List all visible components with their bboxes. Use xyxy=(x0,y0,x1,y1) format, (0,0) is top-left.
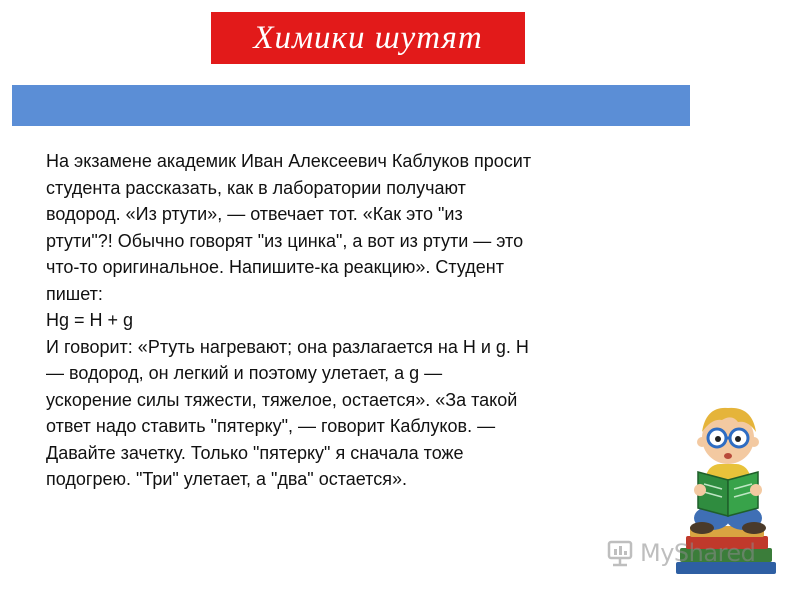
joke-line: пишет: xyxy=(46,283,103,304)
myshared-watermark xyxy=(606,538,755,568)
joke-line: ответ надо ставить "пятерку", — говорит Каблуков. — xyxy=(46,416,496,436)
joke-line: что-то оригинальное. Напишите-ка реакцию». Студент xyxy=(46,257,504,277)
myshared-logo-icon xyxy=(606,538,636,568)
header-bar xyxy=(12,85,690,126)
watermark-text: MyShared xyxy=(640,539,756,567)
joke-formula: Hg = H + g xyxy=(46,310,134,330)
joke-text xyxy=(46,148,606,493)
title-banner xyxy=(211,12,525,64)
joke-line: — водород, он легкий и поэтому улетает, а g — xyxy=(46,363,443,383)
joke-line: И говорит: «Ртуть нагревают; она разлагается на H и g. H xyxy=(46,336,529,357)
joke-line: ускорение силы тяжести, тяжелое, остается». «За такой xyxy=(46,389,518,410)
joke-line: На экзамене академик Иван Алексеевич Каблуков просит xyxy=(46,151,532,171)
joke-line: водород. «Из ртути», — отвечает тот. «Как это "из xyxy=(46,204,463,224)
joke-line: ртути"?! Обычно говорят "из цинка", а вот из ртути — это xyxy=(46,230,524,251)
joke-line: Давайте зачетку. Только "пятерку" я сначала тоже xyxy=(46,442,464,463)
joke-line: студента рассказать, как в лаборатории получают xyxy=(46,177,466,198)
joke-line: подогрею. "Три" улетает, а "два" остается». xyxy=(46,469,407,489)
slide-title: Химики шутят xyxy=(253,19,483,56)
